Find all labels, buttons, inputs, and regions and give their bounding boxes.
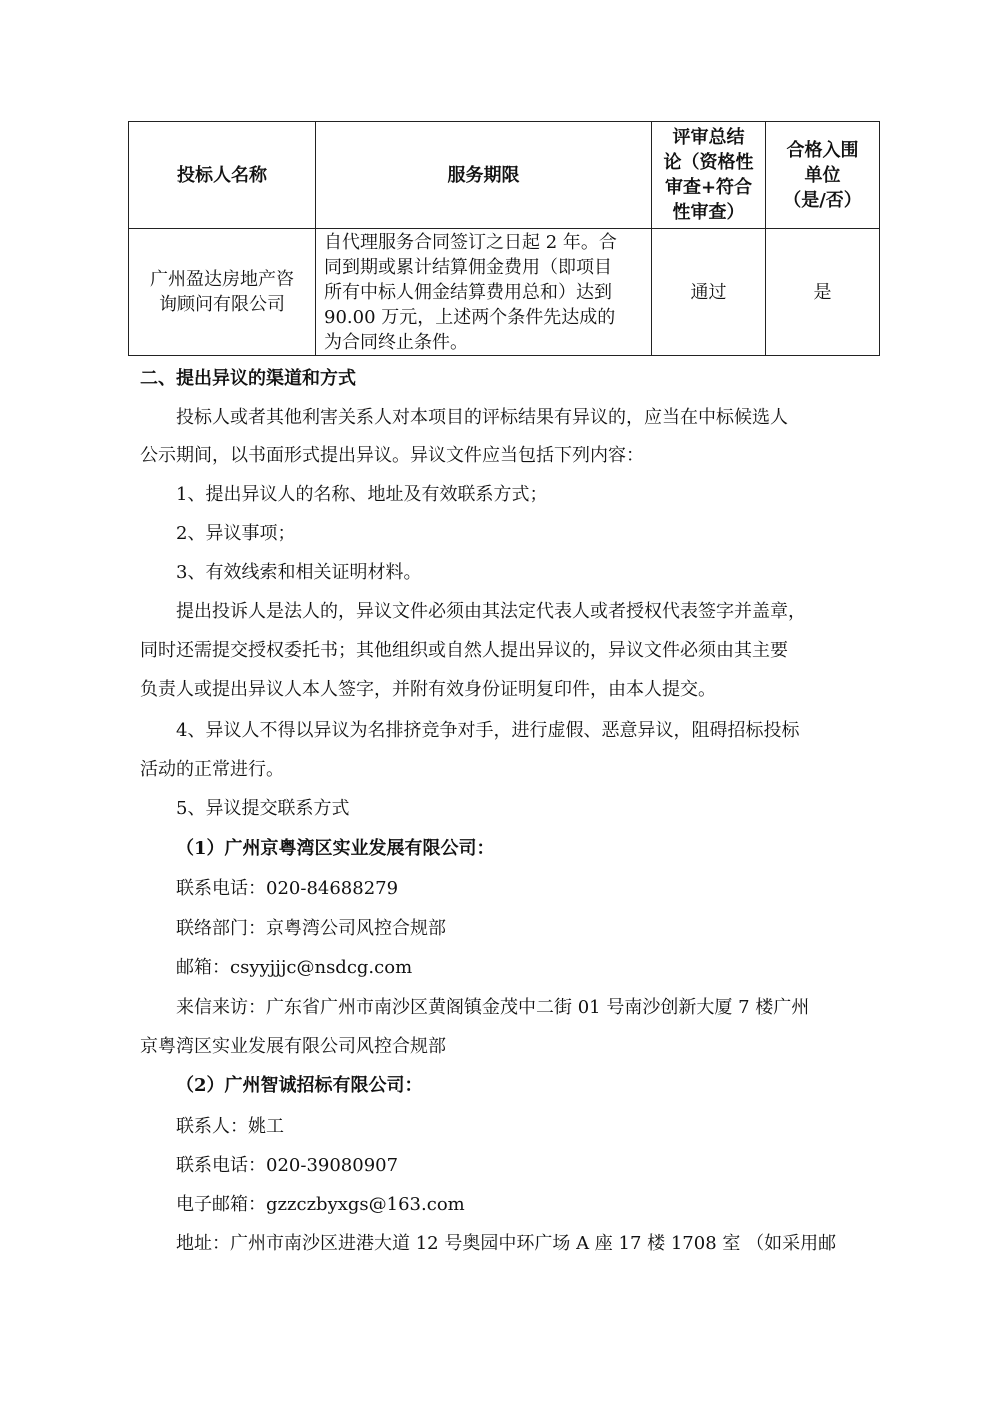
list-item: 5、异议提交联系方式	[176, 798, 350, 819]
list-item: 3、有效线索和相关证明材料。	[176, 562, 422, 583]
paragraph-line: 4、异议人不得以异议为名排挤竞争对手，进行虚假、恶意异议，阻碍招标投标	[176, 720, 800, 741]
paragraph-line: 提出投诉人是法人的，异议文件必须由其法定代表人或者授权代表签字并盖章，	[176, 601, 806, 622]
paragraph-line: 公示期间，以书面形式提出异议。异议文件应当包括下列内容：	[140, 445, 644, 466]
contact1-title: （1）广州京粤湾区实业发展有限公司：	[176, 838, 495, 859]
contact2-phone: 联系电话：020-39080907	[176, 1155, 399, 1176]
paragraph-line: 活动的正常进行。	[140, 759, 284, 780]
header-bidder-name: 投标人名称	[129, 122, 316, 229]
paragraph-line: 同时还需提交授权委托书；其他组织或自然人提出异议的，异议文件必须由其主要	[140, 640, 788, 661]
table-row	[129, 229, 880, 356]
cell-review-result: 通过	[652, 229, 766, 356]
header-review-conclusion: 评审总结 论（资格性 审查+符合 性审查）	[652, 122, 766, 229]
contact2-email: 电子邮箱：gzzczbyxgs@163.com	[176, 1194, 465, 1215]
table-header-row	[129, 122, 880, 229]
paragraph-line: 投标人或者其他利害关系人对本项目的评标结果有异议的，应当在中标候选人	[176, 407, 788, 428]
contact1-phone: 联系电话：020-84688279	[176, 878, 399, 899]
header-qualified-unit: 合格入围 单位 （是/否）	[766, 122, 880, 229]
cell-bidder-name: 广州盈达房地产咨 询顾问有限公司	[129, 229, 316, 356]
contact2-address: 地址：广州市南沙区进港大道 12 号奥园中环广场 A 座 17 楼 1708 室 （如采用邮	[176, 1233, 837, 1254]
header-service-period: 服务期限	[316, 122, 652, 229]
contact1-visit: 来信来访：广东省广州市南沙区黄阁镇金茂中二街 01 号南沙创新大厦 7 楼广州	[176, 997, 810, 1018]
contact2-person: 联系人：姚工	[176, 1116, 284, 1137]
contact1-visit-cont: 京粤湾区实业发展有限公司风控合规部	[140, 1036, 446, 1057]
evaluation-result-table	[128, 121, 880, 356]
contact2-title: （2）广州智诚招标有限公司：	[176, 1075, 423, 1096]
cell-qualified: 是	[766, 229, 880, 356]
list-item: 1、提出异议人的名称、地址及有效联系方式；	[176, 484, 548, 505]
cell-service-period: 自代理服务合同签订之日起 2 年。合 同到期或累计结算佣金费用（即项目 所有中标人佣金结算费用总和）达到 90.00 万元，上述两个条件先达成的 为合同终止条件。	[316, 229, 652, 356]
section-heading: 二、提出异议的渠道和方式	[140, 368, 356, 389]
list-item: 2、异议事项；	[176, 523, 296, 544]
paragraph-line: 负责人或提出异议人本人签字，并附有效身份证明复印件，由本人提交。	[140, 679, 716, 700]
contact1-email: 邮箱：csyyjjjc@nsdcg.com	[176, 957, 413, 978]
contact1-dept: 联络部门：京粤湾公司风控合规部	[176, 918, 446, 939]
